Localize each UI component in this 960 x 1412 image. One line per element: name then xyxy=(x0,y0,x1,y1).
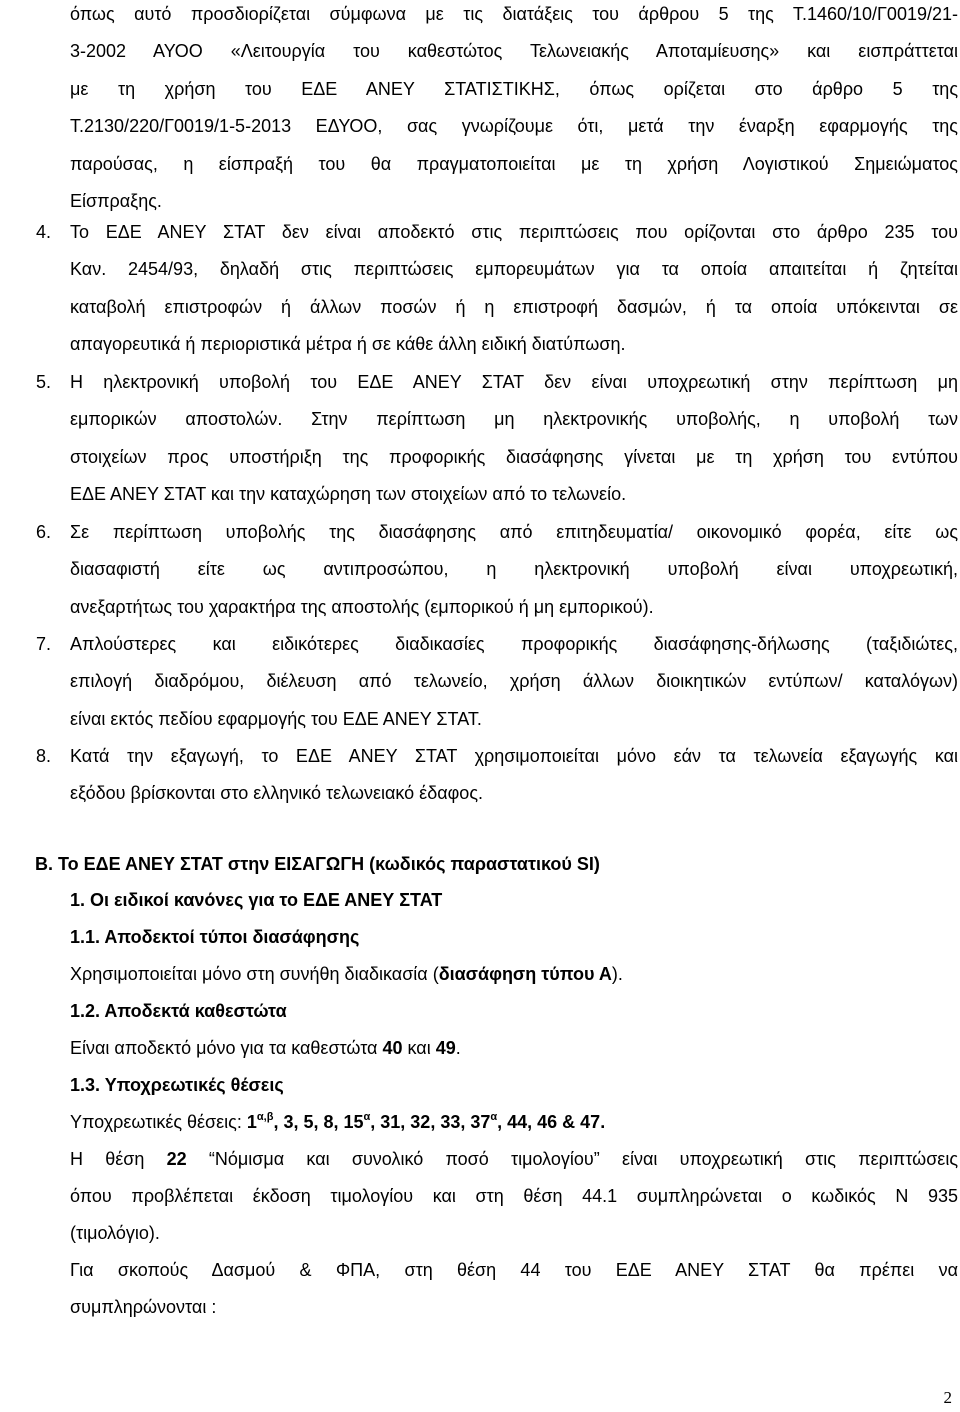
text-run-bold: , 3, 5, 8, 15 xyxy=(273,1112,364,1132)
text-line: εξόδου βρίσκονται στο ελληνικό τελωνειακό έδαφος. xyxy=(70,783,483,804)
subheading-1-3: 1.3. Υποχρεωτικές θέσεις xyxy=(70,1075,284,1095)
subheading-1-2: 1.2. Αποδεκτά καθεστώτα xyxy=(70,1001,287,1021)
superscript: α xyxy=(490,1111,498,1123)
paragraph-1-2 xyxy=(70,1030,958,1067)
item-number: 8. xyxy=(36,746,52,766)
section-b-heading: Β. Το ΕΔΕ ΑΝΕΥ ΣΤΑΤ στην ΕΙΣΑΓΩΓΗ (κωδικός παραστατικού SI) xyxy=(35,854,600,874)
text-run-bold: 1 xyxy=(246,1112,257,1132)
text-line: διασαφιστή είτε ως αντιπροσώπου, η ηλεκτρονική υποβολή είναι υποχρεωτική, xyxy=(70,559,958,580)
subheading-1: 1. Οι ειδικοί κανόνες για το ΕΔΕ ΑΝΕΥ ΣΤΑΤ xyxy=(70,890,443,910)
section-b-body xyxy=(70,882,958,1326)
text-line: Είσπραξης. xyxy=(70,191,162,212)
text-line: Τ.2130/220/Γ0019/1-5-2013 ΕΔΥΟΟ, σας γνωρίζουμε ότι, μετά την έναρξη εφαρμογής της xyxy=(70,116,958,137)
text-line: 3-2002 ΑΥΟΟ «Λειτουργία του καθεστώτος Τελωνειακής Αποταμίευσης» και εισπράττεται xyxy=(70,41,958,62)
text-run-bold: , 31, 32, 33, 37 xyxy=(370,1112,491,1132)
text-line: με τη χρήση του ΕΔΕ ΑΝΕΥ ΣΤΑΤΙΣΤΙΚΗΣ, όπως ορίζεται στο άρθρο 5 της xyxy=(70,78,958,99)
item-number: 5. xyxy=(36,372,52,392)
text-line: παρούσας, η είσπραξή του θα πραγματοποιείται με τη χρήση Λογιστικού Σημειώματος xyxy=(70,153,958,174)
text-line: είναι εκτός πεδίου εφαρμογής του ΕΔΕ ΑΝΕΥ ΣΤΑΤ. xyxy=(70,708,482,729)
paragraph-22-line: (τιμολόγιο). xyxy=(70,1223,160,1243)
item-number: 6. xyxy=(36,522,52,542)
text-run-bold: 22 xyxy=(166,1149,187,1169)
text-line: Καν. 2454/93, δηλαδή στις περιπτώσεις εμπορευμάτων για τα οποία απαιτείται ή ζητείται xyxy=(70,259,958,280)
text-line: στοιχείων προς υποστήριξη της προφορικής διασάφησης γίνεται με τη χρήση του εντύπου xyxy=(70,446,958,467)
superscript: α xyxy=(363,1111,371,1123)
text-line: Σε περίπτωση υποβολής της διασάφησης από επιτηδευματία/ οικονομικό φορέα, είτε ως xyxy=(70,522,958,542)
paragraph-44-line: συμπληρώνονται : xyxy=(70,1297,217,1317)
text-run: . xyxy=(455,1038,461,1058)
text-run: και xyxy=(402,1038,436,1058)
superscript: α,β xyxy=(256,1111,274,1123)
paragraph-22-line: όπου προβλέπεται έκδοση τιμολογίου και στη θέση 44.1 συμπληρώνεται ο κωδικός Ν 935 xyxy=(70,1186,958,1206)
text-run: “Νόμισμα και συνολικό ποσό τιμολογίου” είναι υποχρεωτική στις περιπτώσεις xyxy=(186,1149,959,1169)
text-line: Το ΕΔΕ ΑΝΕΥ ΣΤΑΤ δεν είναι αποδεκτό στις περιπτώσεις που ορίζονται στο άρθρο 235 του xyxy=(70,222,958,242)
text-line: καταβολή επιστροφών ή άλλων ποσών ή η επιστροφή δασμών, ή τα οποία υπόκεινται σε xyxy=(70,296,958,317)
text-run-bold: διασάφηση τύπου Α xyxy=(438,964,612,984)
text-run: Χρησιμοποιείται μόνο στη συνήθη διαδικασία ( xyxy=(70,964,439,984)
numbered-item-6 xyxy=(36,514,958,626)
numbered-item-7 xyxy=(36,626,958,738)
numbered-item-4 xyxy=(36,214,958,364)
text-line: ανεξαρτήτως του χαρακτήρα της αποστολής (εμπορικού ή μη εμπορικού). xyxy=(70,596,654,617)
item-number: 7. xyxy=(36,634,52,654)
text-line: επιλογή διαδρόμου, διέλευση από τελωνείο, χρήση άλλων διοικητικών εντύπων/ καταλόγων) xyxy=(70,671,958,692)
text-line: Η ηλεκτρονική υποβολή του ΕΔΕ ΑΝΕΥ ΣΤΑΤ δεν είναι υποχρεωτική στην περίπτωση μη xyxy=(70,372,958,392)
text-run: Υποχρεωτικές θέσεις: xyxy=(70,1112,247,1132)
text-run: Η θέση xyxy=(70,1149,167,1169)
item-number: 4. xyxy=(36,222,52,242)
text-run-bold: , 44, 46 & 47. xyxy=(497,1112,606,1132)
text-run: Είναι αποδεκτό μόνο για τα καθεστώτα xyxy=(70,1038,383,1058)
text-run-bold: 40 xyxy=(382,1038,403,1058)
intro-paragraph xyxy=(70,0,958,220)
paragraph-1-1 xyxy=(70,956,958,993)
numbered-item-5 xyxy=(36,364,958,514)
paragraph-1-3 xyxy=(70,1104,958,1141)
text-line: απαγορευτικά ή περιοριστικά μέτρα ή σε κάθε άλλη ειδική διατύπωση. xyxy=(70,334,626,355)
paragraph-22-line xyxy=(70,1141,958,1178)
subheading-1-1: 1.1. Αποδεκτοί τύποι διασάφησης xyxy=(70,927,360,947)
page-number: 2 xyxy=(943,1388,952,1407)
numbered-item-8 xyxy=(36,738,958,813)
text-run: ). xyxy=(611,964,623,984)
text-line: Κατά την εξαγωγή, το ΕΔΕ ΑΝΕΥ ΣΤΑΤ χρησιμοποιείται μόνο εάν τα τελωνεία εξαγωγής και xyxy=(70,746,958,766)
text-line: Απλούστερες και ειδικότερες διαδικασίες προφορικής διασάφησης-δήλωσης (ταξιδιώτες, xyxy=(70,634,958,654)
text-line: όπως αυτό προσδιορίζεται σύμφωνα με τις διατάξεις του άρθρου 5 της Τ.1460/10/Γ0019/21- xyxy=(70,4,958,24)
text-line: εμπορικών αποστολών. Στην περίπτωση μη ηλεκτρονικής υποβολής, η υποβολή των xyxy=(70,409,958,430)
text-line: ΕΔΕ ΑΝΕΥ ΣΤΑΤ και την καταχώρηση των στοιχείων από το τελωνείο. xyxy=(70,484,627,505)
text-run-bold: 49 xyxy=(435,1038,456,1058)
paragraph-44-line: Για σκοπούς Δασμού & ΦΠΑ, στη θέση 44 του ΕΔΕ ΑΝΕΥ ΣΤΑΤ θα πρέπει να xyxy=(70,1260,958,1280)
